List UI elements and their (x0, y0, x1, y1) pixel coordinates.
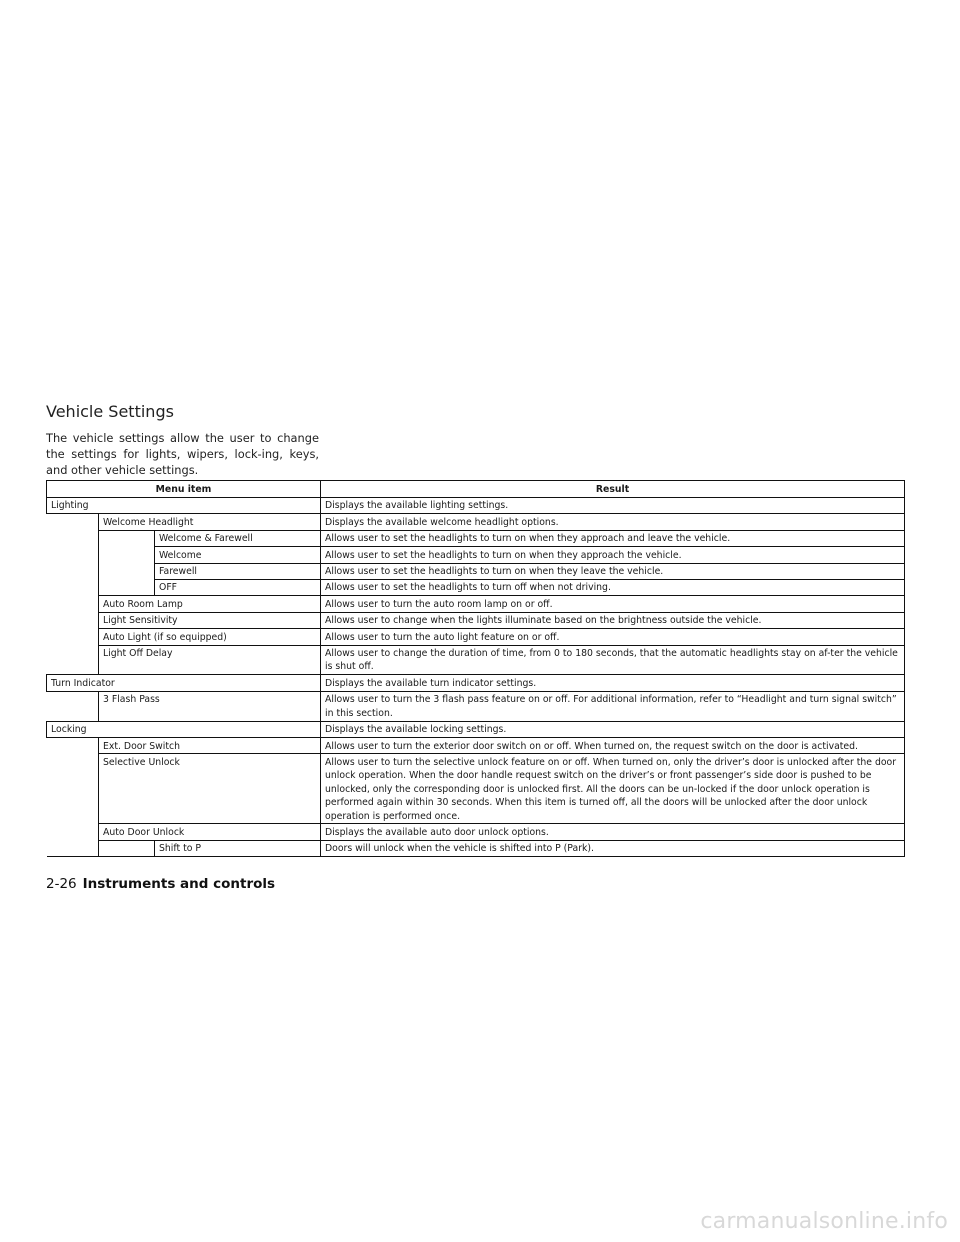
vehicle-settings-table (46, 480, 905, 857)
indent-cell (47, 754, 99, 824)
indent-cell (47, 738, 99, 754)
page-title: Vehicle Settings (46, 402, 174, 421)
table-row (47, 675, 905, 691)
table-header-row (47, 481, 905, 498)
menu-item-cell: Selective Unlock (99, 754, 321, 824)
result-cell: Displays the available auto door unlock options. (321, 824, 905, 840)
table-row (47, 547, 905, 563)
menu-item-cell: Lighting (47, 497, 321, 513)
indent-cell (99, 563, 155, 579)
indent-cell (99, 547, 155, 563)
result-cell: Allows user to turn the exterior door switch on or off. When turned on, the request switch on the door is activated. (321, 738, 905, 754)
table-row (47, 721, 905, 737)
result-cell: Allows user to turn the auto room lamp on or off. (321, 596, 905, 612)
table-row (47, 563, 905, 579)
table-row (47, 579, 905, 595)
table-row (47, 530, 905, 546)
result-cell: Displays the available welcome headlight options. (321, 514, 905, 530)
result-cell: Allows user to turn the auto light feature on or off. (321, 629, 905, 645)
result-cell: Allows user to set the headlights to turn on when they approach and leave the vehicle. (321, 530, 905, 546)
indent-cell (47, 530, 99, 546)
intro-paragraph: The vehicle settings allow the user to change the settings for lights, wipers, lock-ing, keys, and other vehicle settings. (46, 431, 319, 477)
table-row (47, 691, 905, 721)
indent-cell (47, 547, 99, 563)
indent-cell (47, 840, 99, 856)
indent-cell (47, 691, 99, 721)
menu-item-cell: Welcome & Farewell (155, 530, 321, 546)
menu-item-cell: OFF (155, 579, 321, 595)
page-number: 2-26 (46, 876, 77, 892)
menu-item-cell: 3 Flash Pass (99, 691, 321, 721)
indent-cell (99, 579, 155, 595)
menu-item-header: Menu item (47, 481, 321, 498)
indent-cell (47, 579, 99, 595)
indent-cell (99, 530, 155, 546)
result-cell: Displays the available lighting settings. (321, 497, 905, 513)
watermark: carmanualsonline.info (700, 1209, 948, 1234)
menu-item-cell: Auto Door Unlock (99, 824, 321, 840)
table-row (47, 840, 905, 856)
table-row (47, 514, 905, 530)
menu-item-cell: Welcome (155, 547, 321, 563)
table-row (47, 738, 905, 754)
page-footer (46, 876, 275, 892)
indent-cell (47, 563, 99, 579)
indent-cell (47, 645, 99, 675)
result-cell: Displays the available locking settings. (321, 721, 905, 737)
result-cell: Displays the available turn indicator settings. (321, 675, 905, 691)
table-row (47, 497, 905, 513)
indent-cell (47, 514, 99, 530)
menu-item-cell: Light Off Delay (99, 645, 321, 675)
indent-cell (47, 824, 99, 840)
menu-item-cell: Welcome Headlight (99, 514, 321, 530)
indent-cell (47, 596, 99, 612)
result-cell: Allows user to turn the selective unlock feature on or off. When turned on, only the driver’s door is unlocked after the door unlock operation. When the door handle request switch on the driver’s or front passenger’s side door is pushed to be unlocked, only the corresponding door is unlocked first. All the doors can be un-locked if the door unlock operation is performed again within 30 seconds. When this item is turned off, all the doors will be unlocked after the door unlock operation is performed once. (321, 754, 905, 824)
result-header: Result (321, 481, 905, 498)
menu-item-cell: Turn Indicator (47, 675, 321, 691)
result-cell: Allows user to turn the 3 flash pass feature on or off. For additional information, refer to “Headlight and turn signal switch” in this section. (321, 691, 905, 721)
result-cell: Doors will unlock when the vehicle is shifted into P (Park). (321, 840, 905, 856)
table-row (47, 629, 905, 645)
result-cell: Allows user to set the headlights to turn on when they approach the vehicle. (321, 547, 905, 563)
menu-item-cell: Auto Light (if so equipped) (99, 629, 321, 645)
menu-item-cell: Shift to P (155, 840, 321, 856)
result-cell: Allows user to set the headlights to turn off when not driving. (321, 579, 905, 595)
menu-item-cell: Auto Room Lamp (99, 596, 321, 612)
menu-item-cell: Light Sensitivity (99, 612, 321, 628)
indent-cell (47, 612, 99, 628)
indent-cell (47, 629, 99, 645)
table-row (47, 596, 905, 612)
table-row (47, 612, 905, 628)
menu-item-cell: Ext. Door Switch (99, 738, 321, 754)
section-title: Instruments and controls (82, 876, 276, 892)
table-row (47, 824, 905, 840)
result-cell: Allows user to change when the lights illuminate based on the brightness outside the vehicle. (321, 612, 905, 628)
result-cell: Allows user to set the headlights to turn on when they leave the vehicle. (321, 563, 905, 579)
result-cell: Allows user to change the duration of time, from 0 to 180 seconds, that the automatic headlights stay on af-ter the vehicle is shut off. (321, 645, 905, 675)
table-row (47, 754, 905, 824)
table-row (47, 645, 905, 675)
menu-item-cell: Farewell (155, 563, 321, 579)
indent-cell (99, 840, 155, 856)
menu-item-cell: Locking (47, 721, 321, 737)
